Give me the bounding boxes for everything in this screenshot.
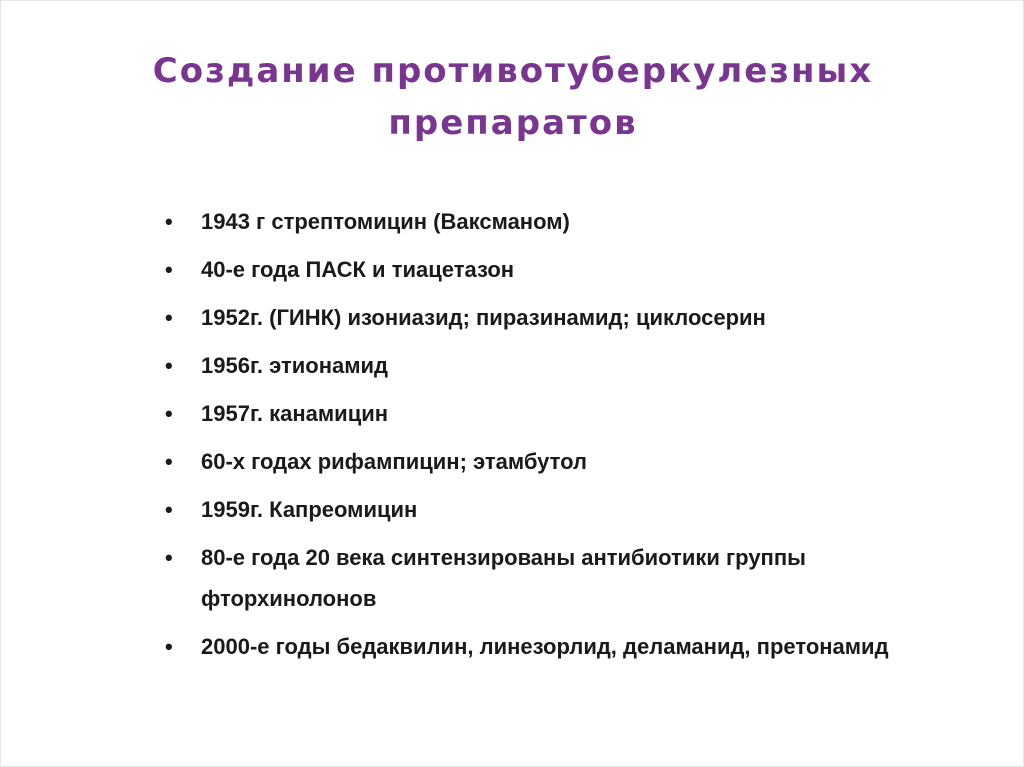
bullet-dot-icon: • — [165, 449, 173, 474]
bullet-dot-icon: • — [165, 353, 173, 378]
bullet-text: 1956г. этионамид — [201, 353, 389, 378]
bullet-item — [163, 249, 923, 290]
bullet-item — [163, 537, 923, 619]
bullet-item — [163, 345, 923, 386]
slide-title-line-1: Создание противотуберкулезных — [152, 51, 874, 91]
bullet-list — [163, 201, 923, 674]
bullet-text: 1952г. (ГИНК) изониазид; пиразинамид; циклосерин — [201, 305, 766, 330]
slide-title — [1, 45, 1024, 149]
bullet-text: 60-х годах рифампицин; этамбутол — [201, 449, 588, 474]
bullet-text: 1943 г стрептомицин (Ваксманом) — [201, 209, 570, 234]
bullet-text: 2000-е годы бедаквилин, линезорлид, деламанид, претонамид — [201, 634, 889, 659]
bullet-item — [163, 393, 923, 434]
slide-title-line-2: препаратов — [388, 103, 638, 143]
bullet-item — [163, 626, 923, 667]
bullet-dot-icon: • — [165, 257, 173, 282]
bullet-dot-icon: • — [165, 401, 173, 426]
bullet-text: 40-е года ПАСК и тиацетазон — [201, 257, 515, 282]
bullet-item — [163, 489, 923, 530]
bullet-item — [163, 297, 923, 338]
bullet-item — [163, 201, 923, 242]
bullet-text: 80-е года 20 века синтензированы антибиотики группы фторхинолонов — [201, 545, 806, 611]
bullet-dot-icon: • — [165, 634, 173, 659]
bullet-text: 1957г. канамицин — [201, 401, 389, 426]
bullet-item — [163, 441, 923, 482]
bullet-dot-icon: • — [165, 545, 173, 570]
bullet-dot-icon: • — [165, 209, 173, 234]
bullet-dot-icon: • — [165, 497, 173, 522]
bullet-text: 1959г. Капреомицин — [201, 497, 418, 522]
bullet-dot-icon: • — [165, 305, 173, 330]
